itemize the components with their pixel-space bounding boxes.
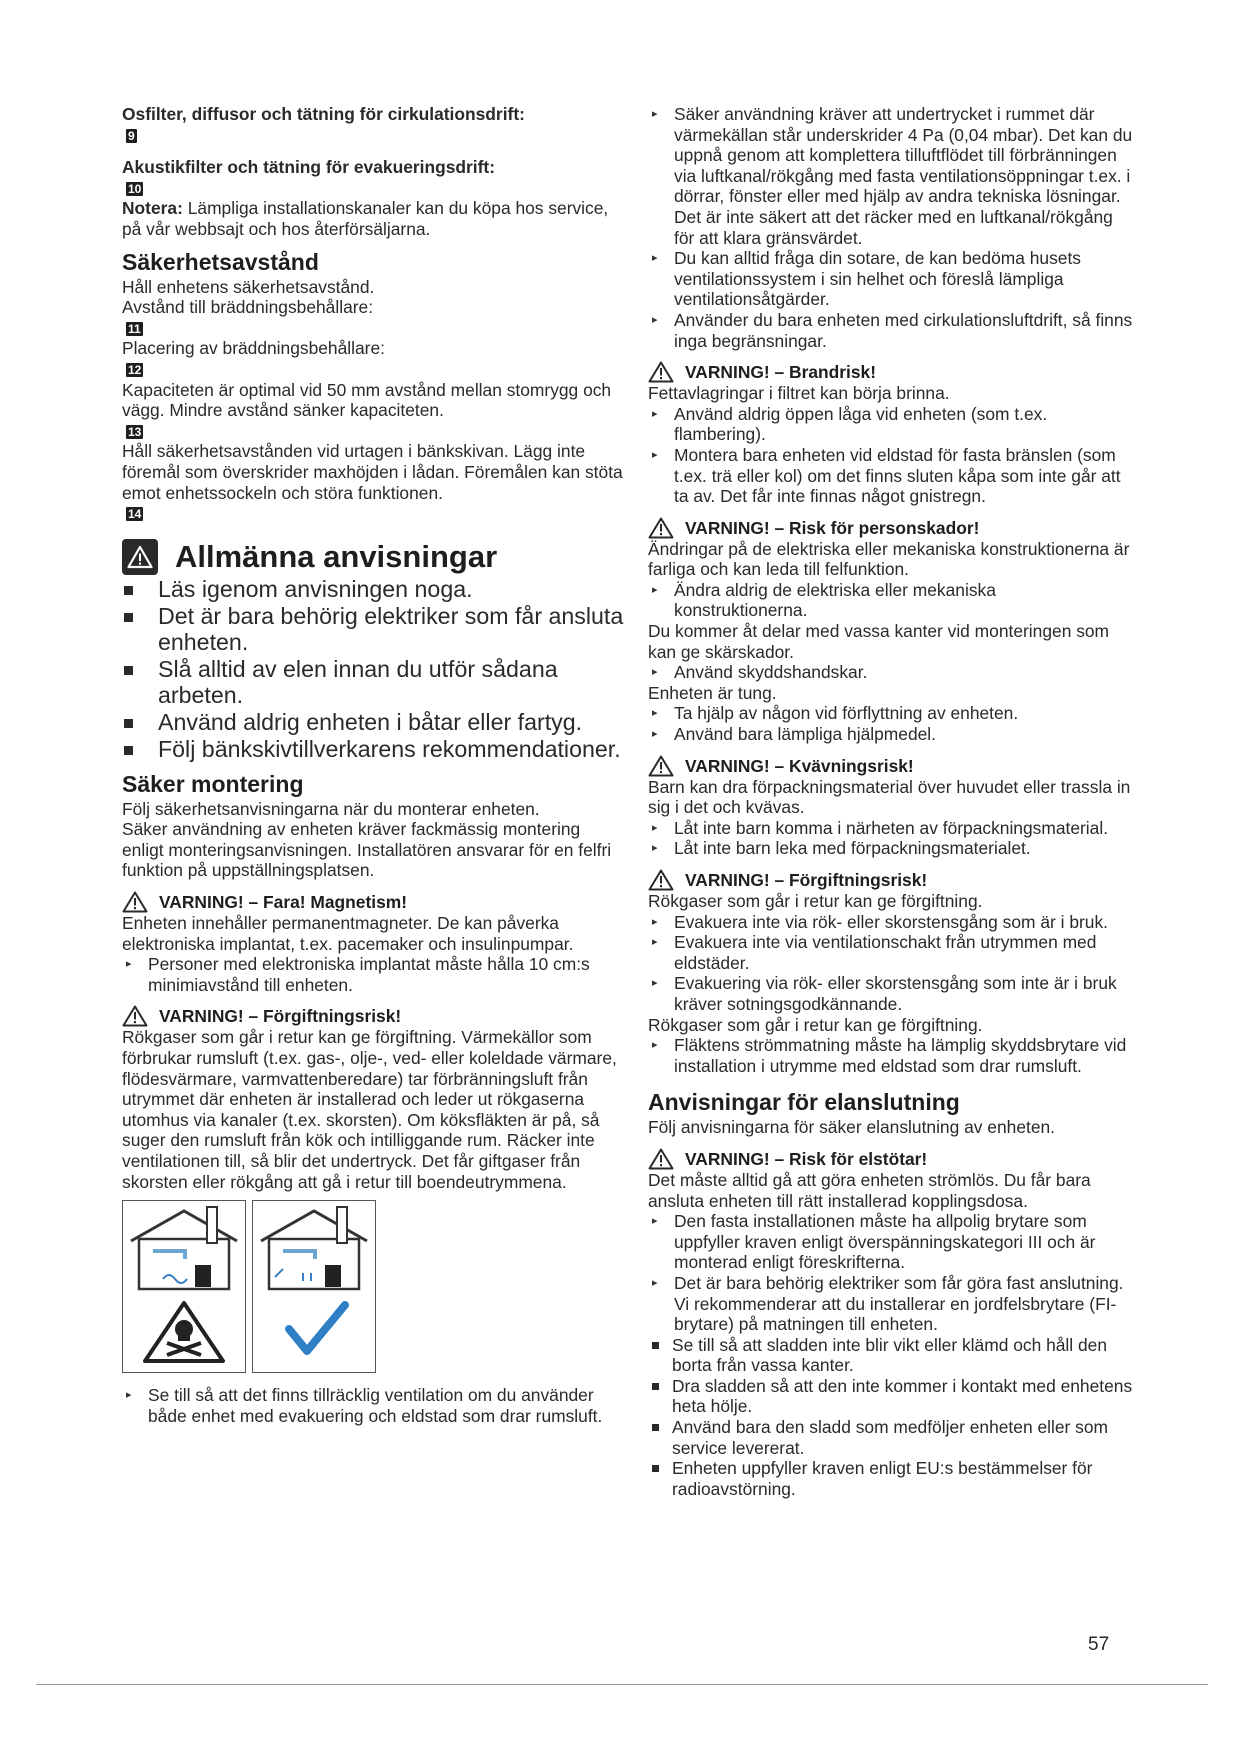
saker-montering-heading: Säker montering <box>122 770 304 797</box>
fig-ref: 14 <box>128 507 142 522</box>
fig-ref: 12 <box>128 362 142 377</box>
ventilation-pictograms <box>122 1200 624 1373</box>
list-item: ▸ Evakuera inte via ventilationschakt från utrymmen med eldstäder. <box>648 932 1134 973</box>
list-item: Använd aldrig enheten i båtar eller fartyg. <box>122 709 624 735</box>
warning-title: VARNING! – Brandrisk! <box>648 361 1134 383</box>
paragraph: Placering av bräddningsbehållare: <box>122 338 385 359</box>
footer-rule <box>36 1684 1208 1685</box>
warning-title: VARNING! – Förgiftningsrisk! <box>122 1005 624 1027</box>
list-item: ▸ Du kan alltid fråga din sotare, de kan bedöma husets ventilationssystem i sin helhet och föreslå lämpliga ventilationsåtgärder. <box>648 248 1134 310</box>
list-item: ▸ Använd skyddshandskar. <box>648 662 1134 683</box>
warning-triangle-icon <box>122 1005 148 1027</box>
pictogram-correct <box>252 1200 376 1373</box>
paragraph: Avstånd till bräddningsbehållare: <box>122 297 374 318</box>
osfilter-title: Osfilter, diffusor och tätning för cirkulationsdrift: <box>122 104 525 124</box>
paragraph: Fettavlagringar i filtret kan börja brinna. <box>648 383 950 404</box>
paragraph: Säker användning av enheten kräver fackmässig montering enligt monteringsanvisningen. Installatören ansvarar för en felfri funktion på uppställningsplatsen. <box>122 819 612 881</box>
paragraph: Enheten innehåller permanentmagneter. De kan påverka elektroniska implantat, t.ex. pacemaker och insulinpumpar. <box>122 913 574 954</box>
list-item: ▸ Fläktens strömmatning måste ha lämplig skyddsbrytare vid installation i utrymme med eldstad som drar rumsluft. <box>648 1035 1134 1076</box>
list-item: Enheten uppfyller kraven enligt EU:s bestämmelser för radioavstörning. <box>648 1458 1134 1499</box>
list-item: Slå alltid av elen innan du utför sådana arbeten. <box>122 656 624 708</box>
list-item: ▸ Evakuera inte via rök- eller skorstensgång som är i bruk. <box>648 912 1134 933</box>
paragraph: Du kommer åt delar med vassa kanter vid monteringen som kan ge skärskador. <box>648 621 1110 662</box>
list-item: ▸ Låt inte barn leka med förpackningsmaterialet. <box>648 838 1134 859</box>
allmanna-heading: Allmänna anvisningar <box>122 538 624 576</box>
fig-ref: 11 <box>128 321 141 336</box>
fig-ref: 10 <box>128 181 142 196</box>
list-item: Följ bänkskivtillverkarens rekommendationer. <box>122 736 624 762</box>
sakerhetsavstand-heading: Säkerhetsavstånd <box>122 248 319 275</box>
warning-title: VARNING! – Fara! Magnetism! <box>122 891 624 913</box>
paragraph: Enheten är tung. <box>648 682 777 703</box>
list-item: ▸ Personer med elektroniska implantat måste hålla 10 cm:s minimiavstånd till enheten. <box>122 954 624 995</box>
warning-title: VARNING! – Risk för personskador! <box>648 517 1134 539</box>
warning-triangle-icon <box>648 1148 674 1170</box>
right-column <box>648 104 1134 1499</box>
fig-ref: 13 <box>128 424 142 439</box>
warning-triangle-icon <box>122 891 148 913</box>
warning-triangle-icon <box>648 517 674 539</box>
list-item: ▸ Evakuering via rök- eller skorstensgång som inte är i bruk kräver sotningsgodkännande. <box>648 973 1134 1014</box>
paragraph: Rökgaser som går i retur kan ge förgiftning. <box>648 891 983 911</box>
fig-ref: 9 <box>128 128 135 143</box>
list-item: Läs igenom anvisningen noga. <box>122 576 624 602</box>
list-item: ▸ Använder du bara enheten med cirkulationsluftdrift, så finns inga begränsningar. <box>648 310 1134 351</box>
paragraph: Rökgaser som går i retur kan ge förgiftning. <box>648 1014 983 1035</box>
list-item: ▸ Ta hjälp av någon vid förflyttning av enheten. <box>648 703 1134 724</box>
akustik-title: Akustikfilter och tätning för evakueringsdrift: <box>122 157 495 178</box>
paragraph: Följ säkerhetsanvisningarna när du monterar enheten. <box>122 798 540 819</box>
list-item: Se till så att sladden inte blir vikt eller klämd och håll den borta från vassa kanter. <box>648 1335 1134 1376</box>
warning-triangle-icon <box>648 361 674 383</box>
list-item: ▸ Ändra aldrig de elektriska eller mekaniska konstruktionerna. <box>648 580 1134 621</box>
list-item: Det är bara behörig elektriker som får ansluta enheten. <box>122 603 624 655</box>
list-item: ▸ Den fasta installationen måste ha allpolig brytare som uppfyller kraven enligt överspänningskategori III och är monterad enligt föreskrifterna. <box>648 1211 1134 1273</box>
paragraph: Rökgaser som går i retur kan ge förgiftning. Värmekällor som förbrukar rumsluft (t.ex. gas-, olje-, ved- eller koleldade värmare, flödesvärmare, varmvattenberedare) tar förbränningsluft från utrymmet där enheten är installerad och leder ut rökgaserna utomhus via kanaler (t.ex. skorsten). Om köksfläkten är på, så suger den rumsluft från kök och intilliggande rum. Räcker inte ventilationen till, så blir det undertryck. Det får giftgaser från skorsten eller rökgång att gå i retur till boendeutrymmena. <box>122 1027 617 1192</box>
warning-icon <box>122 539 158 575</box>
list-item: ▸ Det är bara behörig elektriker som får göra fast anslutning. Vi rekommenderar att du installerar en jordfelsbrytare (FI-brytare) på matningen till enheten. <box>648 1273 1134 1335</box>
pictogram-wrong <box>122 1200 246 1373</box>
paragraph: Kapaciteten är optimal vid 50 mm avstånd mellan stomrygg och vägg. Mindre avstånd sänker kapaciteten. <box>122 379 612 421</box>
left-column <box>122 104 624 1426</box>
warning-title: VARNING! – Förgiftningsrisk! <box>648 869 1134 891</box>
list-item: ▸ Använd bara lämpliga hjälpmedel. <box>648 724 1134 745</box>
list-item: ▸ Använd aldrig öppen låga vid enheten (som t.ex. flambering). <box>648 404 1134 445</box>
list-item: Dra sladden så att den inte kommer i kontakt med enhetens heta hölje. <box>648 1376 1134 1417</box>
warning-title: VARNING! – Risk för elstötar! <box>648 1148 1134 1170</box>
page-number: 57 <box>1088 1634 1110 1655</box>
list-item: ▸ Montera bara enheten vid eldstad för fasta bränslen (som t.ex. trä eller kol) om det finns sluten kåpa som inte går att ta av. Det får inte finnas något gnistregn. <box>648 445 1134 507</box>
paragraph: Barn kan dra förpackningsmaterial över huvudet eller trassla in sig i det och kvävas. <box>648 776 1131 818</box>
paragraph: Håll säkerhetsavstånden vid urtagen i bänkskivan. Lägg inte föremål som överskrider maxhöjden i lådan. Föremålen kan stöta emot enhetssockeln och störa funktionen. <box>122 441 623 503</box>
notera-note: Notera: Lämpliga installationskanaler kan du köpa hos service, på vår webbsajt och hos återförsäljarna. <box>122 198 609 239</box>
paragraph: Följ anvisningarna för säker elanslutning av enheten. <box>648 1117 1055 1138</box>
elanslutning-heading: Anvisningar för elanslutning <box>648 1089 960 1116</box>
list-item: ▸ Säker användning kräver att undertrycket i rummet där värmekällan står underskrider 4 Pa (0,04 mbar). Det kan du uppnå genom att komplettera tilluftflödet till förbränningen via luftkanal/rökgång med fasta ventilationsöppningar t.ex. i dörrar, fönster eller med hjälp av andra tekniska lösningar. Det är inte säkert att det räcker med en luftkanal/rökgång för att klara gränsvärdet. <box>648 104 1134 248</box>
paragraph: Ändringar på de elektriska eller mekaniska konstruktionerna är farliga och kan leda till felfunktion. <box>648 538 1130 580</box>
paragraph: Det måste alltid gå att göra enheten strömlös. Du får bara ansluta enheten till rätt installerad kopplingsdosa. <box>648 1169 1091 1211</box>
paragraph: Håll enhetens säkerhetsavstånd. <box>122 276 375 297</box>
list-item: Använd bara den sladd som medföljer enheten eller som service levererat. <box>648 1417 1134 1458</box>
warning-triangle-icon <box>648 869 674 891</box>
warning-title: VARNING! – Kvävningsrisk! <box>648 755 1134 777</box>
list-item: ▸ Se till så att det finns tillräcklig ventilation om du använder både enhet med evakuering och eldstad som drar rumsluft. <box>122 1385 624 1426</box>
list-item: ▸ Låt inte barn komma i närheten av förpackningsmaterial. <box>648 818 1134 839</box>
warning-triangle-icon <box>648 755 674 777</box>
